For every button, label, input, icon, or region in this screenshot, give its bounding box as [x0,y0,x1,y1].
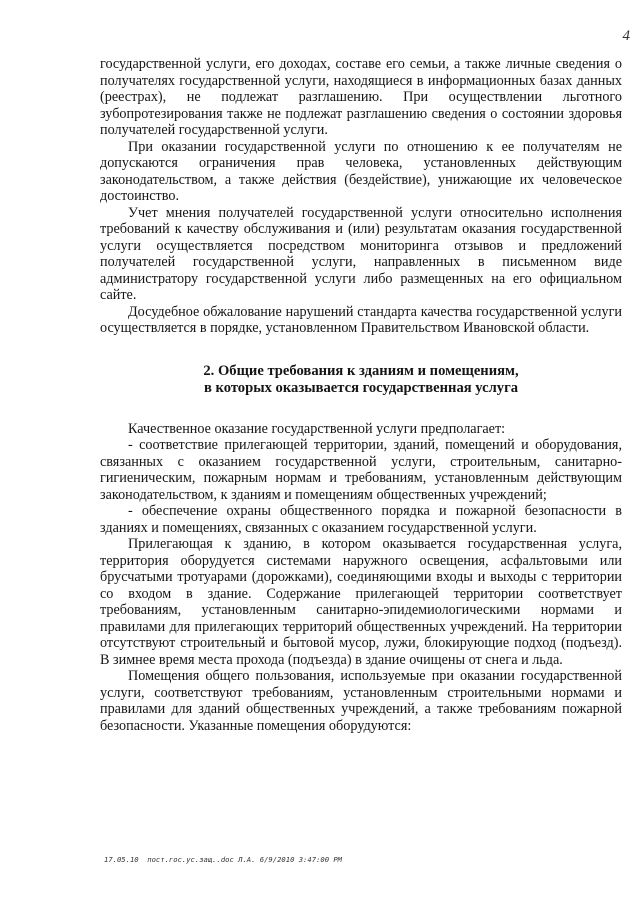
paragraph-premises: Помещения общего пользования, используемые при оказании государственной услуги, соответствуют требованиям, установленным строительными нормами и правилами для зданий общественных учреждений, а также требованиям пожарной безопасности. Указанные помещения оборудуются: [100,668,622,734]
section-heading [100,363,622,397]
paragraph-feedback: Учет мнения получателей государственной услуги относительно исполнения требований к качеству обслуживания и (или) результатам оказания государственной услуги осуществляется посредством мониторинга отзывов и предложений получателей государственной услуги, направленных в письменном виде администратору государственной услуги либо размещенных на его официальном сайте. [100,204,622,303]
section-heading-line-2: в которых оказывается государственная услуга [203,379,519,396]
paragraph-territory: Прилегающая к зданию, в котором оказывается государственная услуга, территория оборудуется системами наружного освещения, асфальтовыми или брусчатыми тротуарами (дорожками), соединяющими входы и выходы с территории со входом в здание. Содержание прилегающей территории соответствует требованиям, установленным санитарно-эпидемиологическими нормами и правилами для прилегающих территорий общественных учреждений. На территории отсутствуют строительный и бытовой мусор, лужи, блокирующие подход (подъезд). В зимнее время места прохода (подъезда) в здание очищены от снега и льда. [100,536,622,668]
list-item-compliance: - соответствие прилегающей территории, зданий, помещений и оборудования, связанных с оказанием государственной услуги, строительным, санитарно-гигиеническим, пожарным нормам и требованиям, установленным действующим законодательством, к зданиям и помещениям общественных учреждений; [100,437,622,503]
list-item-security: - обеспечение охраны общественного порядка и пожарной безопасности в зданиях и помещениях, связанных с оказанием государственной услуги. [100,503,622,536]
paragraph-appeal: Досудебное обжалование нарушений стандарта качества государственной услуги осуществляется в порядке, установленном Правительством Ивановской области. [100,303,622,336]
paragraph-rights: При оказании государственной услуги по отношению к ее получателям не допускаются ограничения прав человека, установленных действующим законодательством, а также действия (бездействие), унижающие их человеческое достоинство. [100,138,622,204]
document-body [100,56,622,734]
section-heading-line-1: 2. Общие требования к зданиям и помещениям, [203,362,519,379]
paragraph-quality-intro: Качественное оказание государственной услуги предполагает: [128,420,506,437]
page-number: 4 [622,28,630,44]
paragraph-privacy: государственной услуги, его доходах, составе его семьи, а также личные сведения о получателях государственной услуги, находящиеся в информационных базах данных (реестрах), не подлежат разглашению. При осуществлении льготного зубопротезирования также не подлежат разглашению сведения о состоянии здоровья получателей государственной услуги. [100,56,622,138]
document-footer: 17.05.10 пост.гос.ус.зaщ..doc Л.А. 6/9/2010 3:47:00 PM [104,855,342,864]
